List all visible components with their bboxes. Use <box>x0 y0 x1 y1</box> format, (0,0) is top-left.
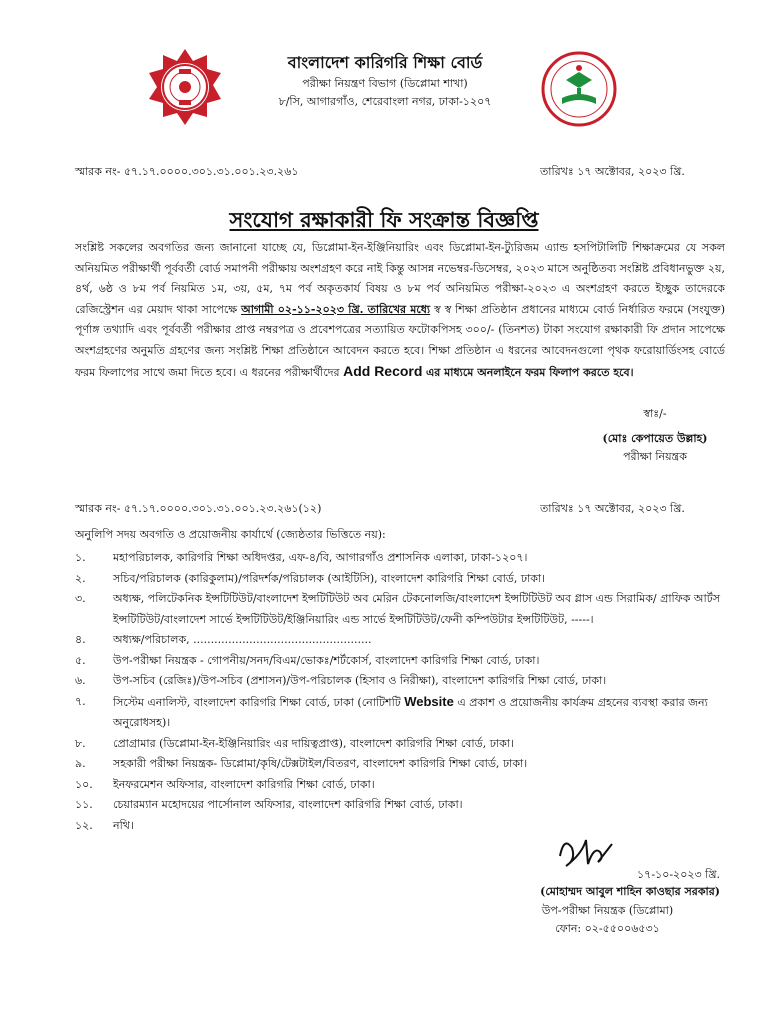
notice-title: সংযোগ রক্ষাকারী ফি সংক্রান্ত বিজ্ঞপ্তি <box>229 207 539 232</box>
list-item: ২. সচিব/পরিচালক (কারিকুলাম)/পরিদর্শক/পরিচালক (আইটিসি), বাংলাদেশ কারিগরি শিক্ষা বোর্ড, ঢাকা। <box>75 571 546 585</box>
org-name: বাংলাদেশ কারিগরি শিক্ষা বোর্ড <box>287 53 483 72</box>
signer-name: (মোঃ কেপায়েত উল্লাহ) <box>602 432 708 445</box>
memo-date: তারিখঃ ১৭ অক্টোবর, ২০২৩ খ্রি. <box>540 165 685 178</box>
education-emblem-logo <box>540 50 618 128</box>
list-item: ১২. নথি। <box>75 818 134 832</box>
list-item: ৫. উপ-পরীক্ষা নিয়ন্ত্রক - গোপনীয়/সনদ/বিএম/ভোকঃ/শর্টকোর্স, বাংলাদেশ কারিগরি শিক্ষা বোর্ড, ঢাকা। <box>75 653 540 667</box>
notice-deadline: আগামী ০২-১১-২০২৩ খ্রি. তারিখের মধ্যে <box>241 302 431 316</box>
copy-list-intro: অনুলিপি সদয় অবগতি ও প্রয়োজনীয় কার্যার্থে (জ্যেষ্ঠতার ভিত্তিতে নয়): <box>75 528 386 541</box>
signer2-name: (মোহাম্মদ আবুল শাহিন কাওছার সরকার) <box>540 885 720 898</box>
division-name: পরীক্ষা নিয়ন্ত্রণ বিভাগ (ডিপ্লোমা শাখা) <box>302 77 468 90</box>
list-item: ৮. প্রোগ্রামার (ডিপ্লোমা-ইন-ইঞ্জিনিয়ারিং এর দায়িত্বপ্রাপ্ত), বাংলাদেশ কারিগরি শিক্ষা বোর্ড, ঢাকা। <box>75 736 514 750</box>
memo2-ref: স্মারক নং- ৫৭.১৭.০০০০.৩০১.৩১.০০১.২৩.২৬১(১২) <box>75 502 322 515</box>
notice-para-3: এর মাধ্যমে অনলাইনে ফরম ফিলাপ করতে হবে। <box>425 366 634 379</box>
list-item: ১. মহাপরিচালক, কারিগরি শিক্ষা অধিদপ্তর, এফ-৪/বি, আগারগাঁও প্রশাসনিক এলাকা, ঢাকা-১২০৭। <box>75 551 528 564</box>
notice-para-1: সংশ্লিষ্ট সকলের অবগতির জন্য জানানো যাচ্ছে যে, ডিপ্লোমা-ইন-ইঞ্জিনিয়ারিং এবং ডিপ্লোমা-ইন-ট্যুরিজম এ্যান্ড হসপিটালিটি শিক্ষাক্রমের যে সকল অনিয়মিত পরীক্ষার্থী পূর্ববর্তী বোর্ড সমাপনী পরীক্ষায় অংশগ্রহণ করে নাই কিন্তু আসন্ন নভেম্বর-ডিসেম্বর, ২০২৩ মাসে অনুষ্ঠিতব্য সংশ্লিষ্ট প্রবিধানভুক্ত ২য়, ৪র্থ, ৬ষ্ঠ ও ৮ম পর্ব নিয়মিত ১ম, ৩য়, ৫ম, ৭ম পর্ব অকৃতকার্য বিষয় ও ৮ম পর্ব অনিয়মিত পরীক্ষা-২০২৩ এ অংশগ্রহণ করতে ইচ্ছুক তাদেরকে রেজিস্ট্রেশন এর মেয়াদ থাকা সাপেক্ষে <box>75 241 725 316</box>
add-record-text: Add Record <box>343 363 423 379</box>
list-item: ৪. অধ্যক্ষ/পরিচালক, ................................................... <box>75 633 372 646</box>
list-item: ১১. চেয়ারম্যান মহোদয়ের পার্সোনাল অফিসার, বাংলাদেশ কারিগরি শিক্ষা বোর্ড, ঢাকা। <box>75 798 463 811</box>
memo2-date: তারিখঃ ১৭ অক্টোবর, ২০২৩ খ্রি. <box>540 502 685 515</box>
notice-body <box>75 238 725 384</box>
notice-para-2: স্ব স্ব শিক্ষা প্রতিষ্ঠান প্রধানের মাধ্যমে বোর্ড নির্ধারিত ফরমে (সংযুক্ত) পূর্ণাঙ্গ তথ্যাদি এবং পূর্ববর্তী পরীক্ষার প্রাপ্ত নম্বরপত্র ও প্রবেশপত্রের সত্যায়িত ফটোকপিসহ ৩০০/- (তিনশত) টাকা সংযোগ রক্ষাকারী ফি প্রদান সাপেক্ষে অংশগ্রহণের অনুমতি গ্রহণের জন্য সংশ্লিষ্ট শিক্ষা প্রতিষ্ঠানে আবেদন করতে হবে। শিক্ষা প্রতিষ্ঠান এ ধরনের আবেদনগুলো পৃথক ফরোয়ার্ডিংসহ বোর্ডে ফরম ফিলাপের সাথে জমা দিতে হবে। এ ধরনের পরীক্ষার্থীদের <box>75 302 725 379</box>
board-seal-logo <box>145 47 225 127</box>
website-text: Website <box>404 693 454 709</box>
signer2-designation: উপ-পরীক্ষা নিয়ন্ত্রক (ডিপ্লোমা) <box>541 904 674 917</box>
list-item: ৭. সিস্টেম এনালিস্ট, বাংলাদেশ কারিগরি শিক্ষা বোর্ড, ঢাকা (নোটিশটি Website এ প্রকাশ ও প্রয়োজনীয় কার্যক্রম গ্রহনের ব্যবস্থা করার জন্য অনুরোধসহ)। <box>75 693 708 729</box>
list-item: ৩. অধ্যক্ষ, পলিটেকনিক ইন্সটিটিউট/বাংলাদেশ ইন্সটিটিউট অব মেরিন টেকনোলজি/বাংলাদেশ ইন্সটিটিউট অব গ্লাস এন্ড সিরামিক/ গ্রাফিক আর্টস ইন্সটিটিউট/বাংলাদেশ সার্ভে ইন্সটিটিউট/ইঞ্জিনিয়ারিং এন্ড সার্ভে ইন্সটিটিউট/ফেনী কম্পিউটার ইন্সটিটিউট, -----। <box>75 592 721 626</box>
signature2-date: ১৭-১০-২০২৩ খ্রি. <box>637 868 720 881</box>
signer-designation: পরীক্ষা নিয়ন্ত্রক <box>623 450 687 463</box>
office-address: ৮/সি, আগারগাঁও, শেরেবাংলা নগর, ঢাকা-১২০৭ <box>278 95 492 108</box>
signature-mark: স্বাঃ/- <box>643 407 667 420</box>
copy-list <box>75 548 725 836</box>
signer2-phone: ফোন: ০২-৫৫০০৬৫৩১ <box>555 922 660 935</box>
list-item: ৯. সহকারী পরীক্ষা নিয়ন্ত্রক- ডিপ্লোমা/কৃষি/টেক্সটাইল/বিতরণ, বাংলাদেশ কারিগরি শিক্ষা বোর্ড, ঢাকা। <box>75 757 528 770</box>
memo-ref: স্মারক নং- ৫৭.১৭.০০০০.৩০১.৩১.০০১.২৩.২৬১ <box>75 165 299 178</box>
list-item: ৬. উপ-সচিব (রেজিঃ)/উপ-সচিব (প্রশাসন)/উপ-পরিচালক (হিসাব ও নিরীক্ষা), বাংলাদেশ কারিগরি শিক্ষা বোর্ড, ঢাকা। <box>75 674 607 687</box>
list-item: ১০. ইনফরমেশন অফিসার, বাংলাদেশ কারিগরি শিক্ষা বোর্ড, ঢাকা। <box>75 777 375 791</box>
